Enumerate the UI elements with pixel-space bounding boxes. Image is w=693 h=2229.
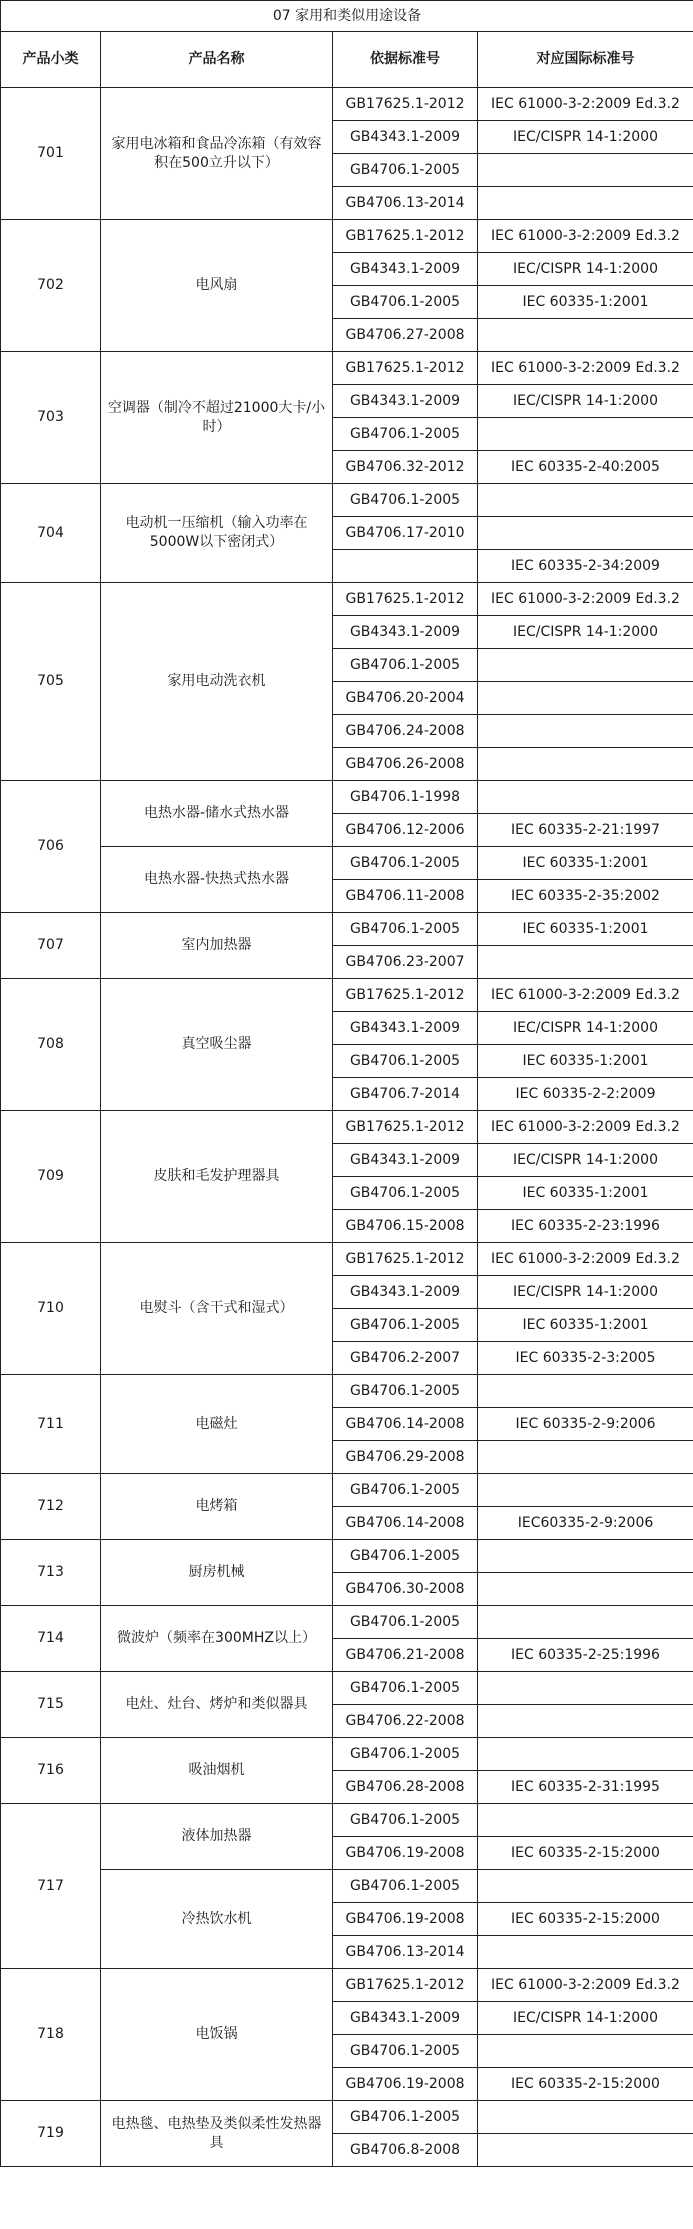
international-standard: IEC 60335-1:2001 bbox=[478, 1177, 693, 1210]
standard-number: GB4706.1-2005 bbox=[333, 484, 478, 517]
table-row bbox=[1, 979, 693, 1012]
standard-number: GB17625.1-2012 bbox=[333, 352, 478, 385]
category-code: 717 bbox=[1, 1804, 101, 1969]
product-name: 电饭锅 bbox=[101, 1969, 333, 2101]
product-name: 液体加热器 bbox=[101, 1804, 333, 1870]
category-code: 705 bbox=[1, 583, 101, 781]
table-row bbox=[1, 220, 693, 253]
standard-number: GB4706.1-2005 bbox=[333, 1045, 478, 1078]
international-standard bbox=[478, 946, 693, 979]
table-row bbox=[1, 1243, 693, 1276]
table-row bbox=[1, 1738, 693, 1771]
table-row bbox=[1, 781, 693, 814]
standard-number: GB4706.1-2005 bbox=[333, 286, 478, 319]
standard-number: GB4706.1-2005 bbox=[333, 1738, 478, 1771]
table-row bbox=[1, 1540, 693, 1573]
standard-number: GB4706.17-2010 bbox=[333, 517, 478, 550]
table-row bbox=[1, 1969, 693, 2002]
category-code: 716 bbox=[1, 1738, 101, 1804]
standard-number: GB4706.1-2005 bbox=[333, 1606, 478, 1639]
standard-number: GB4706.11-2008 bbox=[333, 880, 478, 913]
international-standard bbox=[478, 682, 693, 715]
standard-number: GB4706.20-2004 bbox=[333, 682, 478, 715]
standard-number: GB17625.1-2012 bbox=[333, 88, 478, 121]
product-name: 电灶、灶台、烤炉和类似器具 bbox=[101, 1672, 333, 1738]
international-standard bbox=[478, 1540, 693, 1573]
standard-number: GB4706.1-2005 bbox=[333, 154, 478, 187]
category-code: 702 bbox=[1, 220, 101, 352]
international-standard: IEC 60335-2-34:2009 bbox=[478, 550, 693, 583]
standard-number: GB17625.1-2012 bbox=[333, 1243, 478, 1276]
international-standard bbox=[478, 1672, 693, 1705]
category-code: 709 bbox=[1, 1111, 101, 1243]
header-international-standard: 对应国际标准号 bbox=[478, 32, 693, 88]
product-name: 电烤箱 bbox=[101, 1474, 333, 1540]
international-standard: IEC 60335-2-2:2009 bbox=[478, 1078, 693, 1111]
standard-number: GB4706.8-2008 bbox=[333, 2134, 478, 2167]
standard-number: GB4706.1-2005 bbox=[333, 1177, 478, 1210]
standard-number: GB4343.1-2009 bbox=[333, 2002, 478, 2035]
standard-number: GB4706.1-2005 bbox=[333, 1804, 478, 1837]
standard-number: GB4706.2-2007 bbox=[333, 1342, 478, 1375]
standard-number: GB17625.1-2012 bbox=[333, 1969, 478, 2002]
international-standard: IEC 61000-3-2:2009 Ed.3.2 bbox=[478, 1243, 693, 1276]
international-standard bbox=[478, 484, 693, 517]
standard-number: GB17625.1-2012 bbox=[333, 979, 478, 1012]
product-name: 空调器（制冷不超过21000大卡/小时） bbox=[101, 352, 333, 484]
international-standard: IEC 60335-2-15:2000 bbox=[478, 2068, 693, 2101]
standard-number: GB4706.1-2005 bbox=[333, 1309, 478, 1342]
standard-number: GB4343.1-2009 bbox=[333, 1144, 478, 1177]
category-code: 704 bbox=[1, 484, 101, 583]
standard-number: GB4706.1-2005 bbox=[333, 649, 478, 682]
international-standard bbox=[478, 1705, 693, 1738]
table-row bbox=[1, 352, 693, 385]
standard-number: GB4706.1-2005 bbox=[333, 847, 478, 880]
table-row bbox=[1, 1804, 693, 1837]
international-standard: IEC 60335-2-23:1996 bbox=[478, 1210, 693, 1243]
product-name: 吸油烟机 bbox=[101, 1738, 333, 1804]
category-code: 710 bbox=[1, 1243, 101, 1375]
category-code: 715 bbox=[1, 1672, 101, 1738]
international-standard bbox=[478, 1474, 693, 1507]
standard-number: GB4706.28-2008 bbox=[333, 1771, 478, 1804]
international-standard: IEC 60335-2-15:2000 bbox=[478, 1903, 693, 1936]
product-name: 皮肤和毛发护理器具 bbox=[101, 1111, 333, 1243]
category-code: 701 bbox=[1, 88, 101, 220]
standard-number: GB4706.1-2005 bbox=[333, 1672, 478, 1705]
standard-number: GB4706.32-2012 bbox=[333, 451, 478, 484]
international-standard: IEC 60335-2-40:2005 bbox=[478, 451, 693, 484]
product-name: 电热水器-快热式热水器 bbox=[101, 847, 333, 913]
international-standard: IEC 60335-2-31:1995 bbox=[478, 1771, 693, 1804]
international-standard bbox=[478, 418, 693, 451]
international-standard bbox=[478, 781, 693, 814]
standard-number: GB4706.15-2008 bbox=[333, 1210, 478, 1243]
international-standard bbox=[478, 649, 693, 682]
standard-number: GB4343.1-2009 bbox=[333, 121, 478, 154]
international-standard: IEC/CISPR 14-1:2000 bbox=[478, 385, 693, 418]
international-standard: IEC 60335-2-9:2006 bbox=[478, 1408, 693, 1441]
international-standard: IEC/CISPR 14-1:2000 bbox=[478, 1276, 693, 1309]
standard-number: GB4706.14-2008 bbox=[333, 1507, 478, 1540]
standard-number: GB4343.1-2009 bbox=[333, 253, 478, 286]
standard-number: GB4706.13-2014 bbox=[333, 1936, 478, 1969]
standard-number: GB4706.14-2008 bbox=[333, 1408, 478, 1441]
international-standard: IEC 61000-3-2:2009 Ed.3.2 bbox=[478, 979, 693, 1012]
international-standard: IEC 60335-2-25:1996 bbox=[478, 1639, 693, 1672]
header-category: 产品小类 bbox=[1, 32, 101, 88]
product-name: 电热毯、电热垫及类似柔性发热器具 bbox=[101, 2101, 333, 2167]
international-standard bbox=[478, 715, 693, 748]
international-standard: IEC 60335-1:2001 bbox=[478, 913, 693, 946]
standard-number: GB4343.1-2009 bbox=[333, 385, 478, 418]
product-name: 室内加热器 bbox=[101, 913, 333, 979]
international-standard: IEC 61000-3-2:2009 Ed.3.2 bbox=[478, 1969, 693, 2002]
international-standard: IEC 60335-1:2001 bbox=[478, 847, 693, 880]
header-standard-number: 依据标准号 bbox=[333, 32, 478, 88]
international-standard bbox=[478, 187, 693, 220]
international-standard: IEC/CISPR 14-1:2000 bbox=[478, 253, 693, 286]
table-row bbox=[1, 88, 693, 121]
international-standard: IEC/CISPR 14-1:2000 bbox=[478, 616, 693, 649]
product-name: 冷热饮水机 bbox=[101, 1870, 333, 1969]
standard-number: GB4706.7-2014 bbox=[333, 1078, 478, 1111]
international-standard bbox=[478, 1870, 693, 1903]
product-name: 微波炉（频率在300MHZ以上） bbox=[101, 1606, 333, 1672]
standard-number: GB4706.23-2007 bbox=[333, 946, 478, 979]
table-row bbox=[1, 583, 693, 616]
table-body bbox=[1, 88, 693, 2167]
international-standard bbox=[478, 1375, 693, 1408]
category-code: 708 bbox=[1, 979, 101, 1111]
standard-number: GB4706.27-2008 bbox=[333, 319, 478, 352]
international-standard: IEC 60335-2-21:1997 bbox=[478, 814, 693, 847]
standard-number: GB4706.1-2005 bbox=[333, 2035, 478, 2068]
standard-number: GB4706.1-2005 bbox=[333, 418, 478, 451]
table-row bbox=[1, 1672, 693, 1705]
standard-number: GB4706.1-2005 bbox=[333, 1474, 478, 1507]
standard-number: GB4706.30-2008 bbox=[333, 1573, 478, 1606]
table-row bbox=[1, 913, 693, 946]
standard-number: GB4706.19-2008 bbox=[333, 1837, 478, 1870]
international-standard: IEC60335-2-9:2006 bbox=[478, 1507, 693, 1540]
standard-number: GB4706.1-2005 bbox=[333, 1375, 478, 1408]
standard-number: GB4706.1-2005 bbox=[333, 2101, 478, 2134]
table-row bbox=[1, 1111, 693, 1144]
category-code: 707 bbox=[1, 913, 101, 979]
standard-number: GB4706.21-2008 bbox=[333, 1639, 478, 1672]
standard-number: GB4706.29-2008 bbox=[333, 1441, 478, 1474]
table-title: 07 家用和类似用途设备 bbox=[1, 1, 693, 32]
international-standard: IEC/CISPR 14-1:2000 bbox=[478, 121, 693, 154]
international-standard: IEC 61000-3-2:2009 Ed.3.2 bbox=[478, 88, 693, 121]
table-row bbox=[1, 1474, 693, 1507]
standard-number: GB4706.1-2005 bbox=[333, 913, 478, 946]
standard-number: GB4706.13-2014 bbox=[333, 187, 478, 220]
international-standard: IEC 60335-2-35:2002 bbox=[478, 880, 693, 913]
international-standard bbox=[478, 2101, 693, 2134]
standard-number: GB4706.24-2008 bbox=[333, 715, 478, 748]
international-standard: IEC/CISPR 14-1:2000 bbox=[478, 1012, 693, 1045]
product-name: 电热水器-储水式热水器 bbox=[101, 781, 333, 847]
category-code: 711 bbox=[1, 1375, 101, 1474]
standard-number: GB4706.1-1998 bbox=[333, 781, 478, 814]
product-name: 家用电冰箱和食品冷冻箱（有效容积在500立升以下） bbox=[101, 88, 333, 220]
international-standard: IEC/CISPR 14-1:2000 bbox=[478, 1144, 693, 1177]
international-standard: IEC 61000-3-2:2009 Ed.3.2 bbox=[478, 352, 693, 385]
standard-number: GB4706.19-2008 bbox=[333, 1903, 478, 1936]
table-row bbox=[1, 2101, 693, 2134]
table-row bbox=[1, 1606, 693, 1639]
international-standard bbox=[478, 2035, 693, 2068]
table-row bbox=[1, 1870, 693, 1903]
category-code: 718 bbox=[1, 1969, 101, 2101]
category-code: 712 bbox=[1, 1474, 101, 1540]
table-row bbox=[1, 484, 693, 517]
category-code: 713 bbox=[1, 1540, 101, 1606]
international-standard bbox=[478, 1606, 693, 1639]
standard-number: GB4706.1-2005 bbox=[333, 1540, 478, 1573]
international-standard: IEC 60335-1:2001 bbox=[478, 286, 693, 319]
standard-number: GB4343.1-2009 bbox=[333, 1012, 478, 1045]
standard-number: GB4706.1-2005 bbox=[333, 1870, 478, 1903]
international-standard: IEC 61000-3-2:2009 Ed.3.2 bbox=[478, 220, 693, 253]
category-code: 714 bbox=[1, 1606, 101, 1672]
category-code: 706 bbox=[1, 781, 101, 913]
product-name: 家用电动洗衣机 bbox=[101, 583, 333, 781]
standard-number: GB4343.1-2009 bbox=[333, 616, 478, 649]
international-standard: IEC 61000-3-2:2009 Ed.3.2 bbox=[478, 583, 693, 616]
international-standard: IEC 60335-1:2001 bbox=[478, 1309, 693, 1342]
international-standard bbox=[478, 1936, 693, 1969]
international-standard bbox=[478, 319, 693, 352]
international-standard bbox=[478, 1738, 693, 1771]
standard-number: GB4706.22-2008 bbox=[333, 1705, 478, 1738]
table-row bbox=[1, 847, 693, 880]
product-name: 厨房机械 bbox=[101, 1540, 333, 1606]
international-standard bbox=[478, 1804, 693, 1837]
standard-number: GB17625.1-2012 bbox=[333, 1111, 478, 1144]
international-standard bbox=[478, 2134, 693, 2167]
international-standard bbox=[478, 1441, 693, 1474]
product-name: 电动机一压缩机（输入功率在5000W以下密闭式） bbox=[101, 484, 333, 583]
product-name: 电磁灶 bbox=[101, 1375, 333, 1474]
table-row bbox=[1, 1375, 693, 1408]
standard-number: GB4706.26-2008 bbox=[333, 748, 478, 781]
product-name: 电熨斗（含干式和湿式） bbox=[101, 1243, 333, 1375]
category-code: 703 bbox=[1, 352, 101, 484]
standard-number: GB4343.1-2009 bbox=[333, 1276, 478, 1309]
standard-number: GB17625.1-2012 bbox=[333, 583, 478, 616]
category-code: 719 bbox=[1, 2101, 101, 2167]
international-standard: IEC 60335-1:2001 bbox=[478, 1045, 693, 1078]
header-product-name: 产品名称 bbox=[101, 32, 333, 88]
international-standard bbox=[478, 154, 693, 187]
international-standard: IEC 60335-2-3:2005 bbox=[478, 1342, 693, 1375]
international-standard bbox=[478, 748, 693, 781]
international-standard bbox=[478, 1573, 693, 1606]
standard-number: GB4706.19-2008 bbox=[333, 2068, 478, 2101]
standard-number: GB4706.12-2006 bbox=[333, 814, 478, 847]
product-name: 真空吸尘器 bbox=[101, 979, 333, 1111]
international-standard: IEC/CISPR 14-1:2000 bbox=[478, 2002, 693, 2035]
product-name: 电风扇 bbox=[101, 220, 333, 352]
international-standard: IEC 60335-2-15:2000 bbox=[478, 1837, 693, 1870]
international-standard: IEC 61000-3-2:2009 Ed.3.2 bbox=[478, 1111, 693, 1144]
standard-number: GB17625.1-2012 bbox=[333, 220, 478, 253]
standard-number bbox=[333, 550, 478, 583]
international-standard bbox=[478, 517, 693, 550]
